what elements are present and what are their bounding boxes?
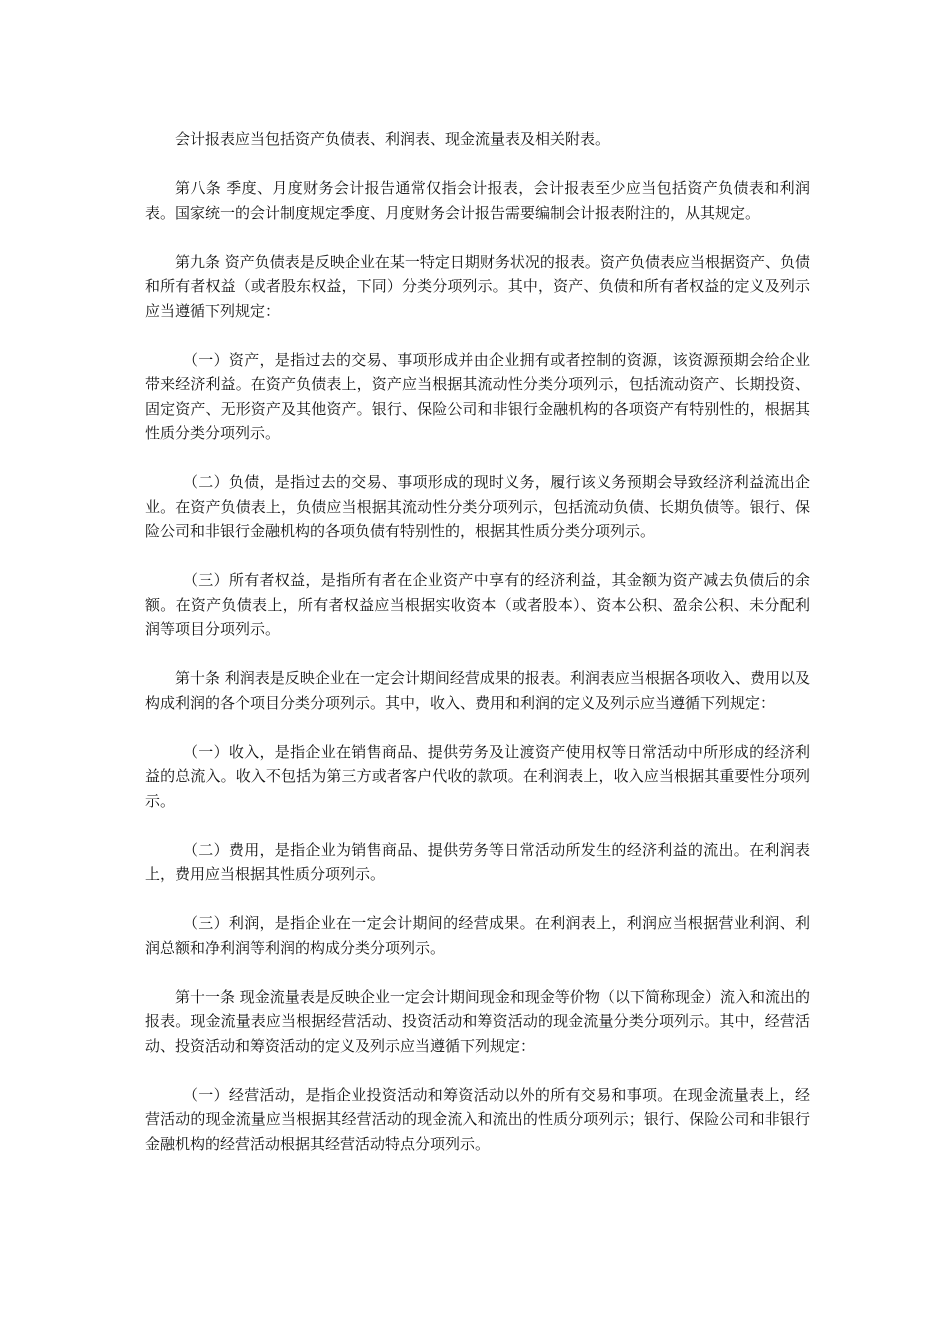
- paragraph-report-contents: 会计报表应当包括资产负债表、利润表、现金流量表及相关附表。: [175, 130, 611, 148]
- document-body: [145, 127, 810, 1181]
- paragraph-article-10: 第十条 利润表是反映企业在一定会计期间经营成果的报表。利润表应当根据各项收入、费用以及构成利润的各个项目分类分项列示。其中，收入、费用和利润的定义及列示应当遵循下列规定：: [145, 669, 810, 712]
- paragraph-article-9-equity: （三）所有者权益，是指所有者在企业资产中享有的经济利益，其金额为资产减去负债后的余额。在资产负债表上，所有者权益应当根据实收资本（或者股本）、资本公积、盈余公积、未分配利润等项目分项列示。: [145, 571, 810, 638]
- paragraph-article-10-profit: （三）利润，是指企业在一定会计期间的经营成果。在利润表上，利润应当根据营业利润、利润总额和净利润等利润的构成分类分项列示。: [145, 914, 810, 957]
- paragraph-article-8: 第八条 季度、月度财务会计报告通常仅指会计报表，会计报表至少应当包括资产负债表和利润表。国家统一的会计制度规定季度、月度财务会计报告需要编制会计报表附注的，从其规定。: [145, 179, 810, 222]
- paragraph-article-10-revenue: （一）收入，是指企业在销售商品、提供劳务及让渡资产使用权等日常活动中所形成的经济利益的总流入。收入不包括为第三方或者客户代收的款项。在利润表上，收入应当根据其重要性分项列示。: [145, 742, 810, 810]
- paragraph-article-11-operating: （一）经营活动，是指企业投资活动和筹资活动以外的所有交易和事项。在现金流量表上，经营活动的现金流量应当根据其经营活动的现金流入和流出的性质分项列示；银行、保险公司和非银行金融机构的经营活动根据其经营活动特点分项列示。: [145, 1085, 810, 1153]
- paragraph-article-9: 第九条 资产负债表是反映企业在某一特定日期财务状况的报表。资产负债表应当根据资产、负债和所有者权益（或者股东权益，下同）分类分项列示。其中，资产、负债和所有者权益的定义及列示应当遵循下列规定：: [145, 252, 810, 320]
- paragraph-article-11: 第十一条 现金流量表是反映企业一定会计期间现金和现金等价物（以下简称现金）流入和流出的报表。现金流量表应当根据经营活动、投资活动和筹资活动的现金流量分类分项列示。其中，经营活动、投资活动和筹资活动的定义及列示应当遵循下列规定：: [145, 987, 810, 1055]
- paragraph-article-10-expenses: （二）费用，是指企业为销售商品、提供劳务等日常活动所发生的经济利益的流出。在利润表上，费用应当根据其性质分项列示。: [145, 840, 810, 883]
- paragraph-article-9-liabilities: （二）负债，是指过去的交易、事项形成的现时义务，履行该义务预期会导致经济利益流出企业。在资产负债表上，负债应当根据其流动性分类分项列示，包括流动负债、长期负债等。银行、保险公司和非银行金融机构的各项负债有特别性的，根据其性质分类分项列示。: [145, 473, 810, 540]
- paragraph-article-9-assets: （一）资产，是指过去的交易、事项形成并由企业拥有或者控制的资源，该资源预期会给企业带来经济利益。在资产负债表上，资产应当根据其流动性分类分项列示，包括流动资产、长期投资、固定资产、无形资产及其他资产。银行、保险公司和非银行金融机构的各项资产有特别性的，根据其性质分类分项列示。: [145, 350, 810, 442]
